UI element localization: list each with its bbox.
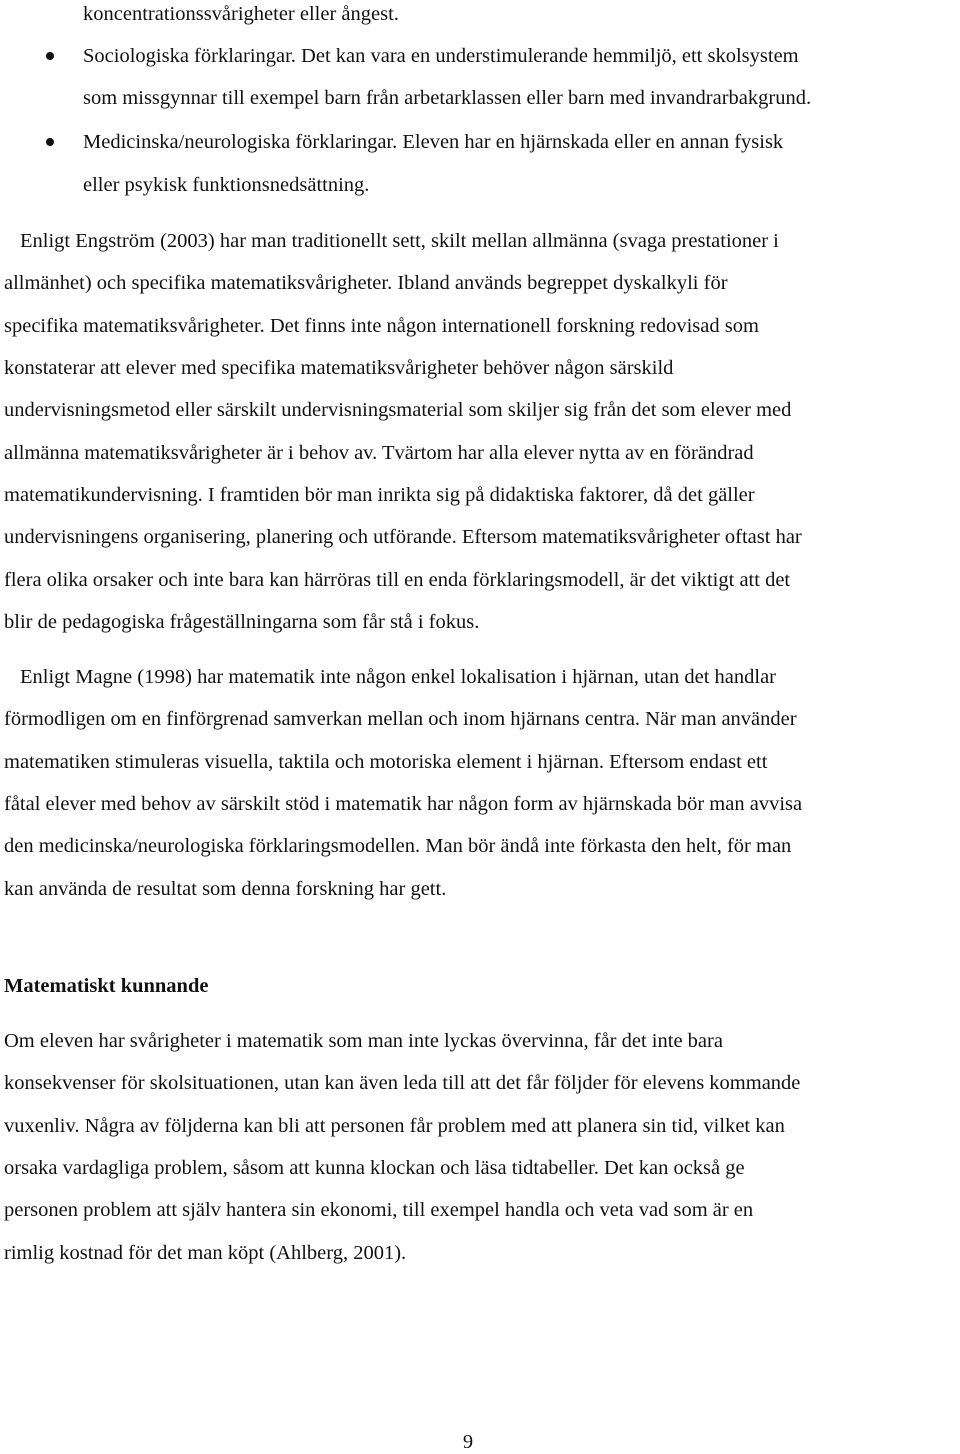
paragraph-line: Om eleven har svårigheter i matematik som man inte lyckas övervinna, får det inte bara	[4, 1030, 723, 1052]
paragraph-line: Enligt Magne (1998) har matematik inte någon enkel lokalisation i hjärnan, utan det handlar	[20, 666, 776, 688]
paragraph-line: kan använda de resultat som denna forskning har gett.	[4, 878, 447, 900]
paragraph-line: allmänhet) och specifika matematiksvårigheter. Ibland används begreppet dyskalkyli för	[4, 272, 728, 294]
paragraph-line: personen problem att själv hantera sin ekonomi, till exempel handla och veta vad som är en	[4, 1199, 754, 1221]
page-number: 9	[462, 1431, 474, 1453]
paragraph-line: specifika matematiksvårigheter. Det finns inte någon internationell forskning redovisad som	[4, 315, 759, 337]
paragraph-line: vuxenliv. Några av följderna kan bli att personen får problem med att planera sin tid, vilket kan	[4, 1115, 785, 1137]
paragraph-line: förmodligen om en finförgrenad samverkan mellan och inom hjärnans centra. När man använder	[4, 708, 797, 730]
bullet-icon	[46, 52, 54, 60]
paragraph-line: den medicinska/neurologiska förklaringsmodellen. Man bör ändå inte förkasta den helt, för man	[4, 835, 792, 857]
list-item-line: eller psykisk funktionsnedsättning.	[83, 174, 370, 196]
section-heading: Matematiskt kunnande	[4, 975, 209, 997]
paragraph-line: konsekvenser för skolsituationen, utan kan även leda till att det får följder för elevens kommande	[4, 1072, 801, 1094]
list-item-line: Medicinska/neurologiska förklaringar. Eleven har en hjärnskada eller en annan fysisk	[83, 131, 784, 153]
paragraph-line: undervisningsmetod eller särskilt undervisningsmaterial som skiljer sig från det som elever med	[4, 399, 792, 421]
paragraph-line: allmänna matematiksvårigheter är i behov av. Tvärtom har alla elever nytta av en förändrad	[4, 442, 754, 464]
paragraph-line: flera olika orsaker och inte bara kan härröras till en enda förklaringsmodell, är det viktigt att det	[4, 569, 791, 591]
paragraph-line: orsaka vardagliga problem, såsom att kunna klockan och läsa tidtabeller. Det kan också ge	[4, 1157, 745, 1179]
list-item-line: som missgynnar till exempel barn från arbetarklassen eller barn med invandrarbakgrund.	[83, 87, 812, 109]
paragraph-line: Enligt Engström (2003) har man traditionellt sett, skilt mellan allmänna (svaga prestationer i	[20, 230, 779, 252]
paragraph-line: konstaterar att elever med specifika matematiksvårigheter behöver någon särskild	[4, 357, 674, 379]
paragraph-line: matematiken stimuleras visuella, taktila och motoriska element i hjärnan. Eftersom endast ett	[4, 751, 768, 773]
bullet-icon	[46, 138, 54, 146]
paragraph-line: rimlig kostnad för det man köpt (Ahlberg, 2001).	[4, 1242, 407, 1264]
paragraph-line: fåtal elever med behov av särskilt stöd i matematik har någon form av hjärnskada bör man avvisa	[4, 793, 803, 815]
list-item-continuation: koncentrationssvårigheter eller ångest.	[83, 3, 399, 25]
paragraph-line: undervisningens organisering, planering och utförande. Eftersom matematiksvårigheter oftast har	[4, 526, 802, 548]
paragraph-line: matematikundervisning. I framtiden bör man inrikta sig på didaktiska faktorer, då det gäller	[4, 484, 755, 506]
paragraph-line: blir de pedagogiska frågeställningarna som får stå i fokus.	[4, 611, 480, 633]
list-item-line: Sociologiska förklaringar. Det kan vara en understimulerande hemmiljö, ett skolsystem	[83, 45, 799, 67]
